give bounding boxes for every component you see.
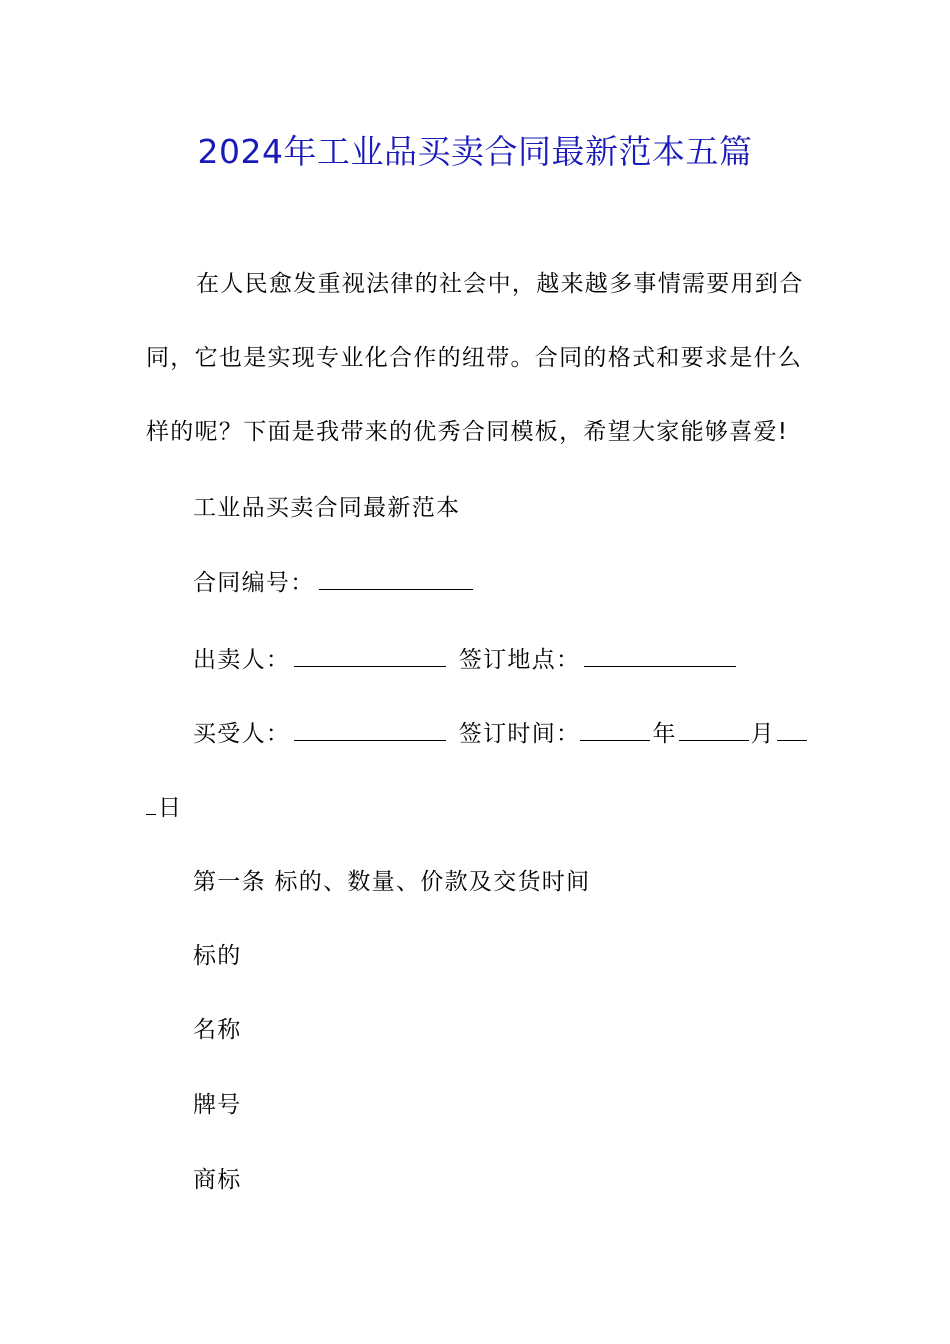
month-blank (679, 720, 749, 741)
seller-blank (294, 646, 446, 667)
intro-line-2: 同，它也是实现专业化合作的纽带。合同的格式和要求是什么 (146, 345, 803, 371)
field-trademark: 商标 (193, 1167, 242, 1193)
document-title: 2024年工业品买卖合同最新范本五篇 (197, 132, 753, 171)
contract-number-row (193, 567, 477, 599)
day-blank-part2 (146, 794, 156, 815)
contract-number-blank (319, 569, 473, 590)
field-name: 名称 (193, 1017, 242, 1043)
sign-place-blank (584, 646, 736, 667)
seller-row (193, 644, 740, 676)
intro-line-3: 样的呢？下面是我带来的优秀合同模板，希望大家能够喜爱! (146, 419, 789, 445)
sign-time-label: 签订时间： (458, 721, 581, 747)
field-subject: 标的 (193, 943, 242, 969)
buyer-row (193, 718, 807, 750)
year-label: 年 (652, 721, 677, 747)
day-label: 日 (158, 795, 183, 821)
seller-label: 出卖人： (193, 647, 291, 673)
month-label: 月 (750, 721, 775, 747)
day-row (146, 792, 182, 824)
contract-number-label: 合同编号： (193, 570, 315, 596)
year-blank (580, 720, 650, 741)
contract-subtitle: 工业品买卖合同最新范本 (193, 495, 461, 521)
buyer-blank (294, 720, 446, 741)
article-1-heading: 第一条 标的、数量、价款及交货时间 (193, 869, 591, 895)
day-blank-part1 (777, 720, 807, 741)
intro-line-1: 在人民愈发重视法律的社会中，越来越多事情需要用到合 (196, 271, 804, 297)
sign-place-label: 签订地点： (458, 647, 581, 673)
buyer-label: 买受人： (193, 721, 291, 747)
field-brand-number: 牌号 (193, 1092, 242, 1118)
